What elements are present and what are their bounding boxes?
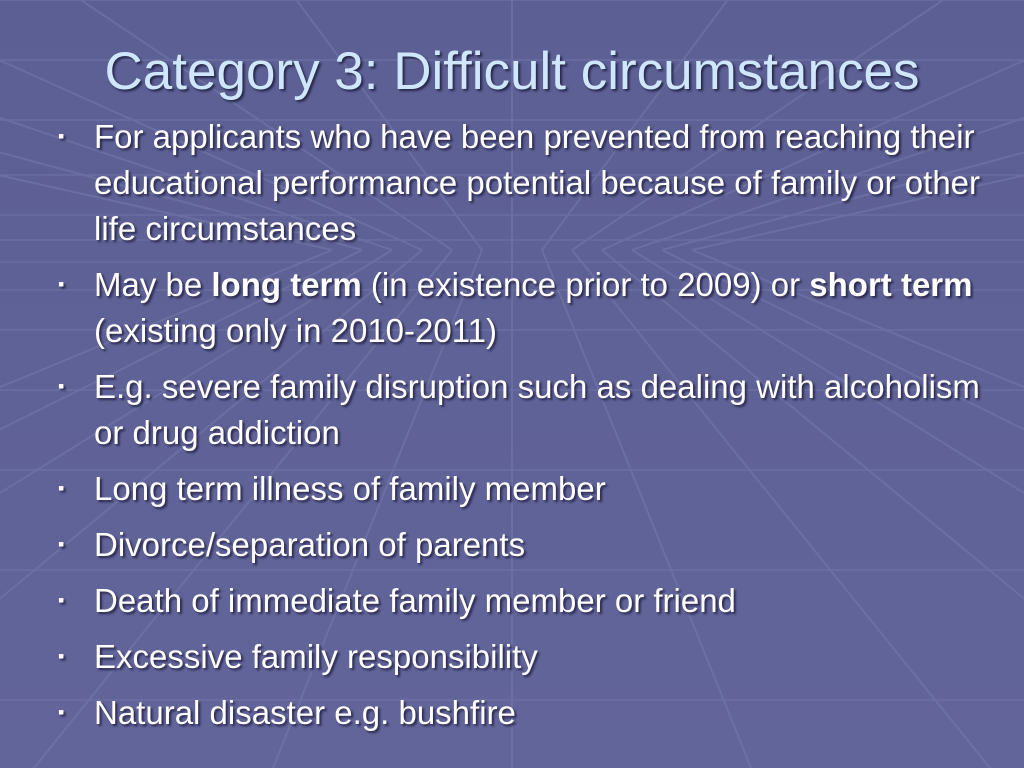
square-bullet-icon: ▪ <box>58 590 65 610</box>
bullet-list <box>58 114 988 746</box>
square-bullet-icon: ▪ <box>58 646 65 666</box>
bullet-text: (in existence prior to 2009) or <box>361 266 810 303</box>
square-bullet-icon: ▪ <box>58 478 65 498</box>
square-bullet-icon: ▪ <box>58 126 65 146</box>
bullet-text: E.g. severe family disruption such as dealing with alcoholism or drug addiction <box>94 368 980 451</box>
bullet-text: Divorce/separation of parents <box>94 526 526 563</box>
bullet-item <box>58 690 988 736</box>
square-bullet-icon: ▪ <box>58 702 65 722</box>
bullet-item <box>58 522 988 568</box>
bullet-bold-text: long term <box>211 266 362 303</box>
bullet-text: May be <box>94 266 212 303</box>
bullet-item <box>58 466 988 512</box>
bullet-text: Natural disaster e.g. bushfire <box>94 694 516 731</box>
slide-title: Category 3: Difficult circumstances <box>104 42 920 101</box>
bullet-item <box>58 634 988 680</box>
bullet-text: Excessive family responsibility <box>94 638 538 675</box>
square-bullet-icon: ▪ <box>58 274 65 294</box>
bullet-bold-text: short term <box>809 266 973 303</box>
bullet-item <box>58 578 988 624</box>
bullet-item <box>58 364 988 456</box>
square-bullet-icon: ▪ <box>58 376 65 396</box>
bullet-text: Long term illness of family member <box>94 470 606 507</box>
square-bullet-icon: ▪ <box>58 534 65 554</box>
bullet-item <box>58 262 988 354</box>
bullet-item <box>58 114 988 252</box>
bullet-text: (existing only in 2010-2011) <box>94 312 497 349</box>
bullet-text: Death of immediate family member or friend <box>94 582 736 619</box>
bullet-text: For applicants who have been prevented from reaching their educational performance potential because of family or other life circumstances <box>94 118 981 247</box>
